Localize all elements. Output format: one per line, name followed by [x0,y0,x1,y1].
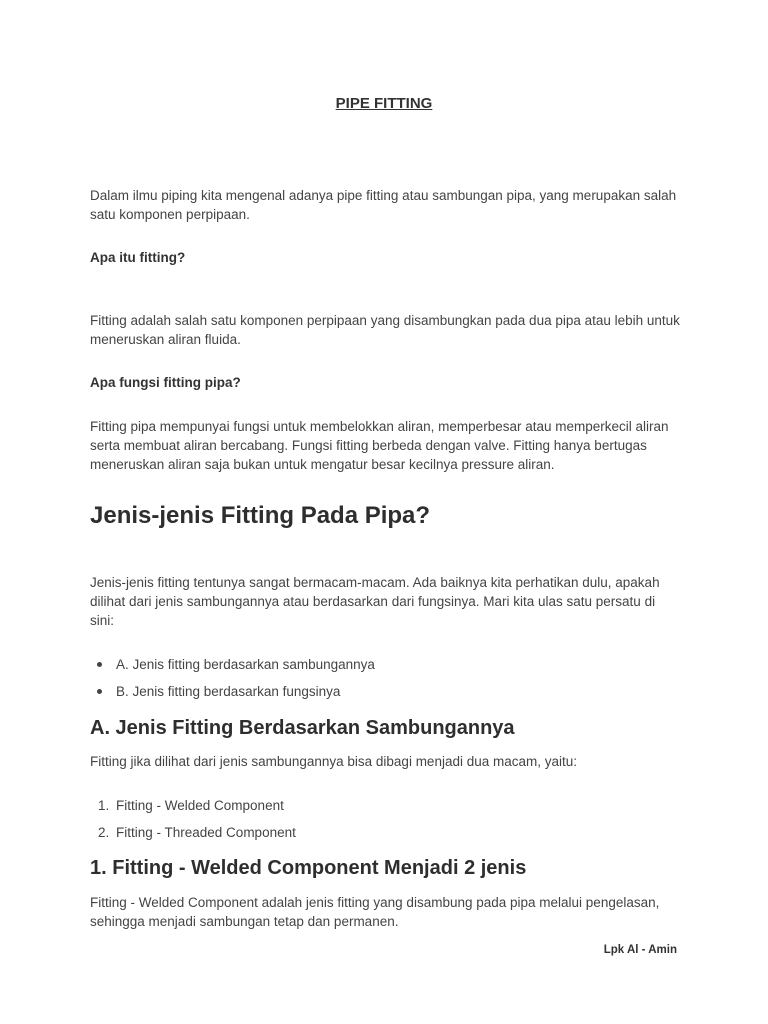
list-item-text: A. Jenis fitting berdasarkan sambungannya [116,657,375,672]
numbered-list-item [98,796,284,815]
heading-fitting-types: Jenis-jenis Fitting Pada Pipa? [90,502,431,529]
heading-section-a: A. Jenis Fitting Berdasarkan Sambungannya [90,717,515,739]
document-title: PIPE FITTING [335,95,433,112]
numbered-list-item [98,823,296,842]
list-item [116,655,375,674]
fitting-types-paragraph: Jenis-jenis fitting tentunya sangat bermacam-macam. Ada baiknya kita perhatikan dulu, apakah dilihat dari jenis sambungannya atau berdasarkan dari fungsinya. Mari kita ulas satu persatu di sini: [90,575,660,628]
question-what-is-fitting: Apa itu fitting? [90,250,186,265]
section-a-paragraph: Fitting jika dilihat dari jenis sambungannya bisa dibagi menjadi dua macam, yaitu: [90,754,578,769]
heading-welded-component: 1. Fitting - Welded Component Menjadi 2 jenis [90,857,527,879]
bullet-icon [97,689,102,694]
bullet-icon [97,662,102,667]
list-item [116,682,340,701]
intro-paragraph: Dalam ilmu piping kita mengenal adanya pipe fitting atau sambungan pipa, yang merupakan salah satu komponen perpipaan. [90,188,677,222]
list-item-text: B. Jenis fitting berdasarkan fungsinya [116,684,341,699]
answer-what-is-fitting: Fitting adalah salah satu komponen perpipaan yang disambungkan pada dua pipa atau lebih untuk meneruskan aliran fluida. [90,313,680,347]
answer-fitting-function: Fitting pipa mempunyai fungsi untuk membelokkan aliran, memperbesar atau memperkecil aliran serta membuat aliran bercabang. Fungsi fitting berbeda dengan valve. Fitting hanya bertugas meneruskan aliran saja bukan untuk mengatur besar kecilnya pressure aliran. [90,419,669,472]
list-item-text: Fitting - Threaded Component [116,825,296,840]
footer-author: Lpk Al - Amin [603,944,677,956]
list-item-text: Fitting - Welded Component [116,798,284,813]
question-fitting-function: Apa fungsi fitting pipa? [90,375,241,390]
list-number: 1. [98,798,110,813]
welded-component-paragraph: Fitting - Welded Component adalah jenis fitting yang disambung pada pipa melalui pengelasan, sehingga menjadi sambungan tetap dan permanen. [90,895,660,929]
list-number: 2. [98,825,110,840]
